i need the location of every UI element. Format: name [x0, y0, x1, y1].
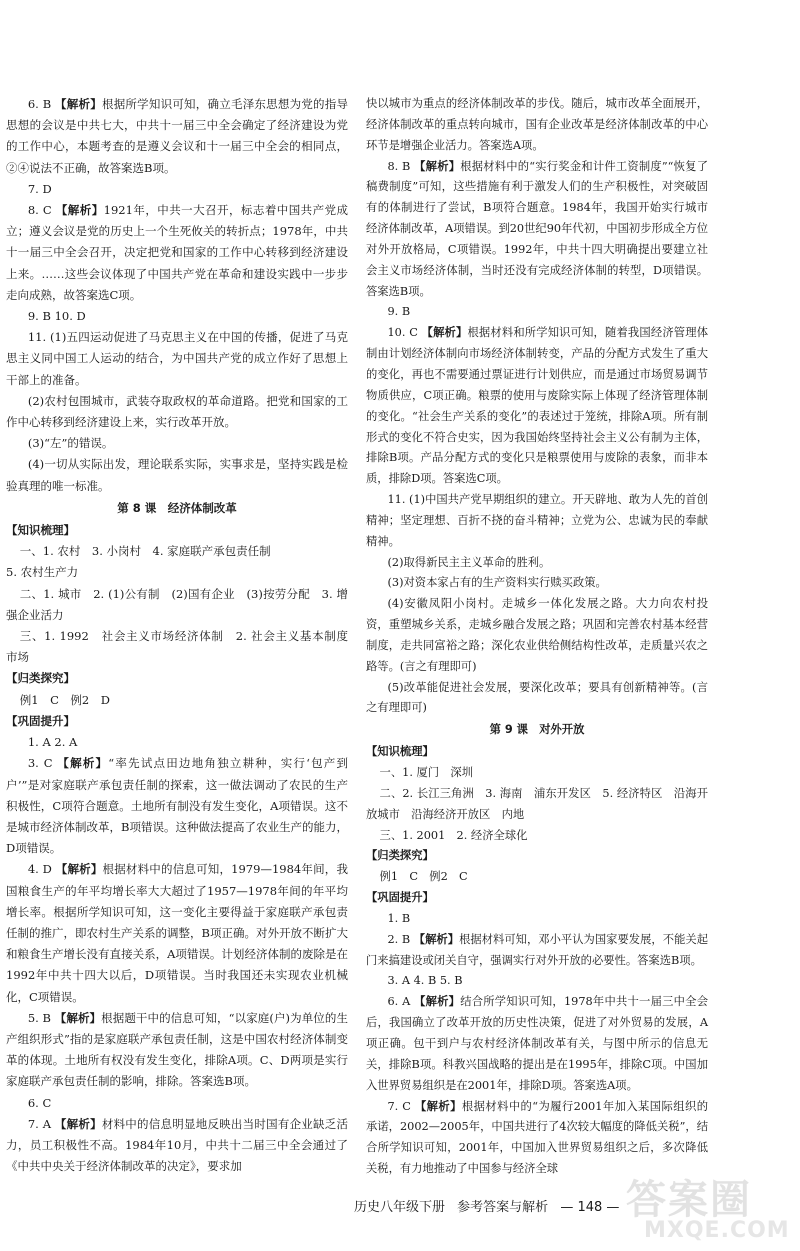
answer-paragraph: 9. B 10. D: [27, 309, 86, 324]
answer-label: 5. B: [27, 1010, 52, 1025]
page-footer: [354, 1196, 654, 1215]
lesson-heading: 第 9 课 对外开放: [489, 723, 585, 737]
answer-paragraph: [6, 1114, 348, 1178]
analysis-tag: 【解析】: [421, 326, 468, 340]
answer-paragraph: (3)“左”的错误。: [27, 436, 114, 451]
answer-paragraph: (5)改革能促进社会发展，要深化改革；要具有创新精神等。(言之有理即可): [366, 680, 708, 715]
analysis-tag: 【解析】: [414, 995, 461, 1009]
answer-paragraph: 1. A 2. A: [27, 735, 78, 750]
answer-paragraph: [6, 200, 348, 306]
section-heading: 【知识梳理】: [366, 745, 434, 759]
right-column: [366, 94, 708, 1180]
answer-paragraph: [366, 323, 708, 490]
analysis-tag: 【解析】: [54, 1010, 102, 1025]
answer-paragraph: [6, 753, 348, 859]
left-column: [6, 94, 360, 1177]
answer-paragraph: 11. (1)中国共产党早期组织的建立。开天辟地、敢为人先的首创精神；坚定理想、百折不挠的奋斗精神；立党为公、忠诚为民的奉献精神。: [366, 493, 708, 548]
section-heading: 【归类探究】: [366, 849, 434, 863]
answer-label: 6. A: [387, 995, 411, 1009]
answer-label: 6. B: [27, 97, 52, 111]
answer-paragraph: 7. D: [27, 181, 52, 196]
answer-label: 7. A: [27, 1116, 52, 1131]
answer-paragraph: (3)对资本家占有的生产资料实行赎买政策。: [387, 576, 607, 590]
section-heading: 【巩固提升】: [6, 713, 75, 728]
answer-paragraph: 一、1. 农村 3. 小岗村 4. 家庭联产承包责任制: [19, 544, 271, 559]
section-heading: 【巩固提升】: [366, 891, 434, 905]
answer-paragraph: 二、2. 长江三角洲 3. 海南 浦东开发区 5. 经济特区 沿海开放城市 沿海经济开放区 内地: [366, 786, 708, 821]
section-heading: 【知识梳理】: [6, 523, 75, 538]
answer-paragraph: 1. B: [387, 911, 411, 925]
answer-text: 根据材料可知，邓小平认为国家要发展，不能关起门来搞建设或闭关自守，强调实行对外开放的必要性。答案选B项。: [366, 932, 708, 967]
answer-paragraph: [6, 859, 348, 1007]
answer-paragraph: 例1 C 例2 D: [19, 692, 110, 707]
answer-paragraph: (4)一切从实际出发，理论联系实际，实事求是，坚持实践是检验真理的唯一标准。: [6, 457, 348, 493]
answer-paragraph: (2)取得新民主主义革命的胜利。: [387, 555, 551, 569]
answer-label: 8. B: [387, 159, 411, 173]
analysis-tag: 【解析】: [414, 1099, 462, 1113]
analysis-tag: 【解析】: [57, 756, 109, 771]
answer-text: 结合所学知识可知，1978年中共十一届三中全会后，我国确立了改革开放的历史性决策，促进了对外贸易的发展，A项正确。包干到户与农村经济体制改革有关，与图中所示的信息无关，排除B项。科教兴国战略的提出是在1995年，排除C项。中国加入世界贸易组织是在2001年，排除D项。答案选A项。: [366, 995, 708, 1092]
answer-paragraph: [366, 157, 708, 303]
analysis-tag: 【解析】: [55, 97, 102, 111]
answer-text: 根据材料和所学知识可知，随着我国经济管理体制由计划经济体制向市场经济体制转变，产品的分配方式发生了重大的变化，再也不需要通过票证进行计划供应，而是通过市场贸易调节物质供应，C项正确。粮票的使用与废除实际上体现了经济管理体制的变化。“社会生产关系的变化”的表述过于笼统，排除A项。所有制形式的变化不符合史实，因为我国始终坚持社会主义公有制为主体，排除B项。产品分配方式的变化只是粮票使用与废除的表象，而非本质，排除D项。答案选C项。: [366, 326, 708, 486]
answer-label: 3. C: [27, 756, 53, 771]
answer-paragraph: 一、1. 厦门 深圳: [379, 766, 473, 779]
answer-paragraph: [366, 930, 708, 972]
answer-paragraph: 三、1. 1992 社会主义市场经济体制 2. 社会主义基本制度 市场: [6, 629, 360, 665]
answer-paragraph: 5. 农村生产力: [6, 565, 79, 580]
answer-text: 材料中的信息明显地反映出当时国有企业缺乏活力，员工积极性不高。1984年10月，中共十二届三中全会通过了《中共中央关于经济体制改革的决定》，要求加: [6, 1116, 349, 1174]
answer-label: 8. C: [27, 203, 52, 218]
watermark-title: 答案圈: [626, 1177, 752, 1223]
answer-text: 根据材料中的“为履行2001年加入某国际组织的承诺，2002—2005年，中国共进行了4次较大幅度的降低关税”，结合所学知识可知，2001年，中国加入世界贸易组织之后，多次降低关税，有力地推动了中国参与经济全球: [366, 1099, 709, 1176]
analysis-tag: 【解析】: [413, 932, 460, 946]
answer-paragraph: 11. (1)五四运动促进了马克思主义在中国的传播，促进了马克思主义同中国工人运动的结合，为中国共产党的成立作好了思想上干部上的准备。: [6, 330, 348, 387]
answer-paragraph: 三、1. 2001 2. 经济全球化: [379, 828, 528, 842]
answer-label: 7. C: [387, 1099, 411, 1113]
answer-paragraph: [6, 94, 348, 179]
answer-label: 2. B: [387, 932, 411, 946]
page-number: — 148 —: [560, 1200, 620, 1215]
answer-label: 4. D: [27, 862, 52, 877]
answer-text: 根据所学知识可知，确立毛泽东思想为党的指导思想的会议是中共七大，中共十一届三中全会确定了经济建设为党的工作中心，本题考查的是遵义会议和十一届三中全会的相同点，②④说法不正确，故答案选B项。: [6, 97, 349, 175]
answer-text: 根据材料中的信息可知，1979—1984年间，我国粮食生产的年平均增长率大大超过了1957—1978年间的年平均增长率。根据所学知识可知，这一变化主要得益于家庭联产承包责任制的推广，即农村生产关系的调整，B项正确。对外开放不断扩大和粮食生产增长没有直接关系，A项错误。计划经济体制的废除是在1992年中共十四大以后，D项错误。当时我国还未实现农业机械化，C项错误。: [6, 862, 348, 1004]
answer-label: 10. C: [387, 326, 418, 340]
footer-book-title: 历史八年级下册: [354, 1200, 446, 1215]
section-heading: 【归类探究】: [6, 671, 75, 686]
answer-paragraph: 3. A 4. B 5. B: [387, 974, 463, 988]
answer-paragraph: (2)农村包围城市，武装夺取政权的革命道路。把党和国家的工作中心转移到经济建设上来，实行改革开放。: [6, 393, 348, 430]
answer-paragraph: 6. C: [27, 1095, 52, 1110]
footer-section-title: 参考答案与解析: [457, 1200, 549, 1215]
answer-paragraph: [366, 992, 708, 1096]
answer-paragraph: (4)安徽凤阳小岗村。走城乡一体化发展之路。大力向农村投资，重塑城乡关系，走城乡融合发展之路；巩固和完善农村基本经营制度，走共同富裕之路；深化农业供给侧结构性改革，走质量兴农之路等。(言之有理即可): [366, 597, 708, 673]
watermark-logo: [620, 1168, 790, 1248]
answer-text: “率先试点田边地角独立耕种，实行‘包产到户’”是对家庭联产承包责任制的探索，这一做法调动了农民的生产积极性，C项符合题意。土地所有制没有发生变化，A项错误。这不是城市经济体制改革，B项错误。这种做法提高了农业生产的能力，D项错误。: [6, 756, 349, 856]
analysis-tag: 【解析】: [414, 159, 461, 173]
answer-text: 根据材料中的“实行奖金和计件工资制度”“恢复了稿费制度”可知，这些措施有利于激发人们的生产积极性，对突破固有的体制进行了尝试，B项符合题意。1984年，我国开始实行城市经济体制改革，A项错误。到20世纪90年代初，中国初步形成全方位对外开放格局，C项错误。1992年，中共十四大明确提出要建立社会主义市场经济体制，当时还没有完成经济体制的转型，D项错误。答案选B项。: [366, 159, 708, 298]
lesson-heading: 第 8 课 经济体制改革: [117, 500, 237, 515]
answer-paragraph: 快以城市为重点的经济体制改革的步伐。随后，城市改革全面展开，经济体制改革的重点转向城市，国有企业改革是经济体制改革的中心环节是增强企业活力。答案选A项。: [366, 97, 708, 152]
answer-text: 根据题干中的信息可知，“以家庭(户)为单位的生产组织形式”指的是家庭联产承包责任制，这是中国农村经济体制变革的体现。土地所有权没有发生变化，排除A项。C、D两项是实行家庭联产承包责任制的影响，排除。答案选B项。: [6, 1010, 348, 1089]
answer-paragraph: 9. B: [387, 305, 411, 319]
answer-paragraph: 二、1. 城市 2. (1)公有制 (2)国有企业 (3)按劳分配 3. 增强企业活力: [6, 586, 348, 622]
analysis-tag: 【解析】: [55, 862, 103, 877]
answer-text: 1921年，中共一大召开，标志着中国共产党成立；遵义会议是党的历史上一个生死攸关的转折点；1978年，中共十一届三中全会召开，决定把党和国家的工作中心转移到经济建设上来。……这些会议体现了中国共产党在革命和建设实践中一步步走向成熟，故答案选C项。: [6, 203, 349, 302]
answer-paragraph: [6, 1008, 348, 1093]
watermark-url: MXQE.COM: [644, 1218, 790, 1243]
answer-paragraph: 例1 C 例2 C: [379, 870, 468, 884]
analysis-tag: 【解析】: [54, 1116, 102, 1131]
analysis-tag: 【解析】: [55, 203, 104, 218]
